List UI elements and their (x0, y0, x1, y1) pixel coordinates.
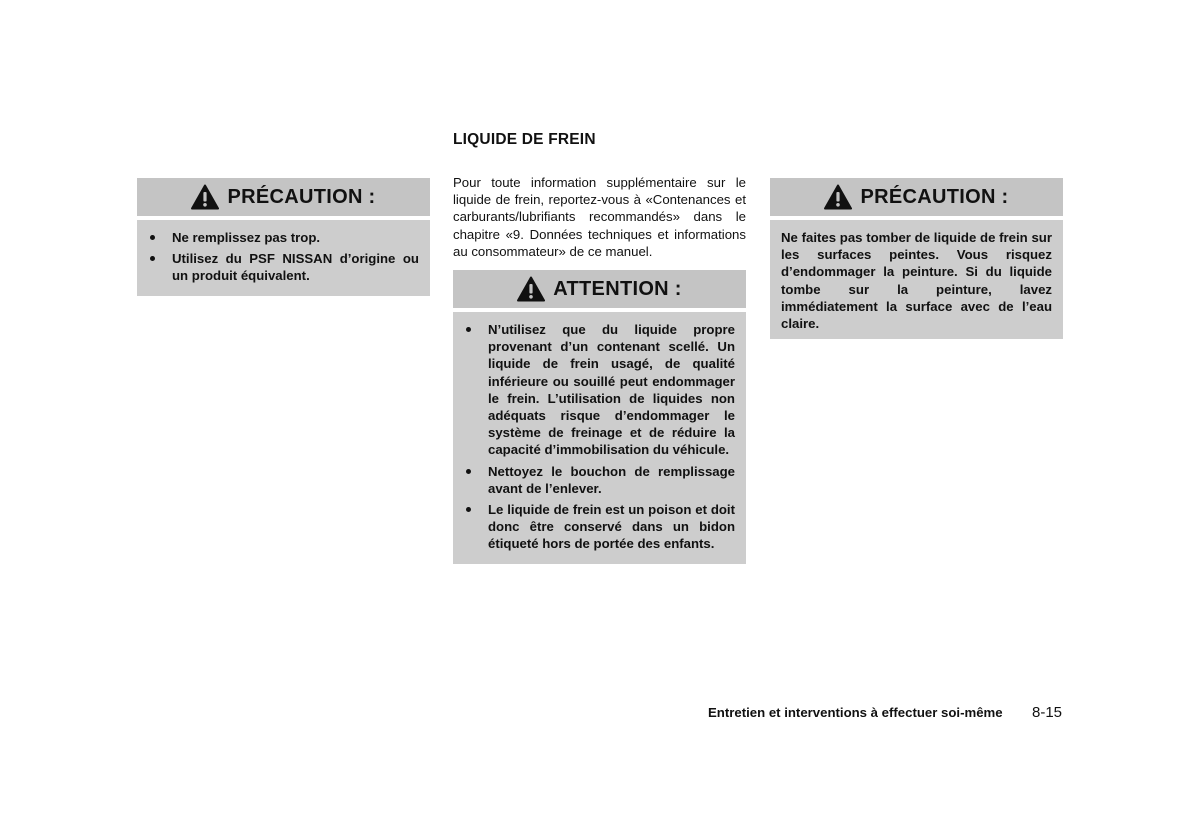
attention-list (464, 321, 735, 553)
chapter-footer: Entretien et interventions à effectuer soi-même (708, 705, 1003, 720)
page-number: 8-15 (1032, 704, 1063, 721)
caution-title: PRÉCAUTION : (227, 185, 376, 208)
attention-title: ATTENTION : (553, 277, 682, 300)
caution-title: PRÉCAUTION : (860, 185, 1009, 208)
caution-header (770, 178, 1063, 220)
left-caution-box (137, 178, 430, 296)
warning-triangle-icon (191, 184, 219, 210)
list-item: N’utilisez que du liquide propre provenant d’un contenant scellé. Un liquide de frein usagé, de qualité inférieure ou souillé peut endommager le frein. L’utilisation de liquides non adéquats risque d’endommager le système de freinage et de réduire la capacité d’immobilisation du véhicule. (464, 321, 735, 459)
section-title: LIQUIDE DE FREIN (453, 131, 596, 148)
caution-text: Ne faites pas tomber de liquide de frein sur les surfaces peintes. Vous risquez d’endommager la peinture. Si du liquide tombe sur la peinture, lavez immédiatement la surface avec de l’eau claire. (781, 230, 1052, 332)
attention-box (453, 270, 746, 564)
caution-list (148, 229, 419, 285)
list-item: Nettoyez le bouchon de remplissage avant de l’enlever. (464, 463, 735, 497)
caution-body (770, 220, 1063, 339)
warning-triangle-icon (517, 276, 545, 302)
list-item: Le liquide de frein est un poison et doit donc être conservé dans un bidon étiqueté hors de portée des enfants. (464, 501, 735, 553)
attention-body (453, 312, 746, 564)
right-caution-box (770, 178, 1063, 339)
caution-header (137, 178, 430, 220)
caution-body (137, 220, 430, 296)
warning-triangle-icon (824, 184, 852, 210)
attention-header (453, 270, 746, 312)
list-item: Utilisez du PSF NISSAN d’origine ou un produit équivalent. (148, 250, 419, 284)
list-item: Ne remplissez pas trop. (148, 229, 419, 246)
intro-paragraph: Pour toute information supplémentaire sur le liquide de frein, reportez-vous à «Contenances et carburants/lubrifiants recommandés» dans le chapitre «9. Données techniques et informations au consommateur» de ce manuel. (453, 175, 746, 259)
